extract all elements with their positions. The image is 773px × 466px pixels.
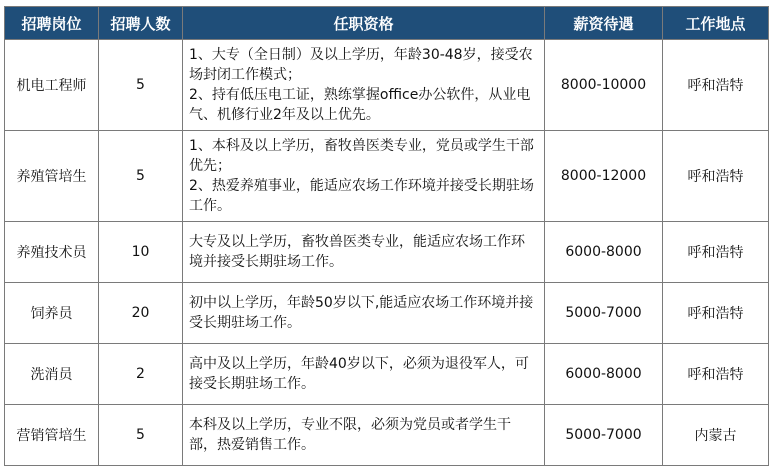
requirement-line: 大专及以上学历，畜牧兽医类专业，能适应农场工作环境并接受长期驻场工作。: [189, 234, 525, 270]
position-cell: 营销管培生: [5, 405, 99, 466]
salary-cell: 8000-12000: [545, 131, 663, 222]
header-salary: 薪资待遇: [545, 7, 663, 40]
count-cell: 5: [99, 40, 183, 131]
count-cell: 10: [99, 222, 183, 283]
salary-cell: 8000-10000: [545, 40, 663, 131]
position-cell: 饲养员: [5, 283, 99, 344]
location-cell: 呼和浩特: [663, 344, 769, 405]
requirement-line: 1、本科及以上学历，畜牧兽医类专业，党员或学生干部优先；: [189, 138, 534, 174]
requirements-cell: [183, 131, 545, 222]
requirement-line: 初中以上学历，年龄50岁以下,能适应农场工作环境并接受长期驻场工作。: [189, 295, 534, 331]
salary-cell: 6000-8000: [545, 222, 663, 283]
requirements-cell: [183, 222, 545, 283]
requirement-line: 1、大专（全日制）及以上学历，年龄30-48岁，接受农场封闭工作模式；: [189, 47, 533, 83]
position-cell: 洗消员: [5, 344, 99, 405]
requirement-line: 2、持有低压电工证，熟练掌握office办公软件，从业电气、机修行业2年及以上优先。: [189, 87, 531, 123]
table-row: [5, 405, 769, 466]
table-row: [5, 40, 769, 131]
table-row: [5, 222, 769, 283]
header-location: 工作地点: [663, 7, 769, 40]
requirements-cell: [183, 40, 545, 131]
requirements-cell: [183, 405, 545, 466]
header-count: 招聘人数: [99, 7, 183, 40]
position-cell: 机电工程师: [5, 40, 99, 131]
header-row: [5, 7, 769, 40]
requirement-line: 2、热爱养殖事业，能适应农场工作环境并接受长期驻场工作。: [189, 178, 534, 214]
table-row: [5, 344, 769, 405]
location-cell: 呼和浩特: [663, 131, 769, 222]
salary-cell: 6000-8000: [545, 344, 663, 405]
count-cell: 5: [99, 405, 183, 466]
count-cell: 20: [99, 283, 183, 344]
position-cell: 养殖管培生: [5, 131, 99, 222]
table-row: [5, 283, 769, 344]
count-cell: 5: [99, 131, 183, 222]
count-cell: 2: [99, 344, 183, 405]
requirement-line: 本科及以上学历，专业不限，必须为党员或者学生干部，热爱销售工作。: [189, 417, 511, 453]
location-cell: 呼和浩特: [663, 283, 769, 344]
position-cell: 养殖技术员: [5, 222, 99, 283]
table-row: [5, 131, 769, 222]
requirements-cell: [183, 344, 545, 405]
header-position: 招聘岗位: [5, 7, 99, 40]
requirement-line: 高中及以上学历，年龄40岁以下，必须为退役军人，可接受长期驻场工作。: [189, 356, 529, 392]
recruitment-table: [4, 6, 769, 466]
location-cell: 内蒙古: [663, 405, 769, 466]
salary-cell: 5000-7000: [545, 405, 663, 466]
location-cell: 呼和浩特: [663, 222, 769, 283]
salary-cell: 5000-7000: [545, 283, 663, 344]
requirements-cell: [183, 283, 545, 344]
header-requirements: 任职资格: [183, 7, 545, 40]
location-cell: 呼和浩特: [663, 40, 769, 131]
